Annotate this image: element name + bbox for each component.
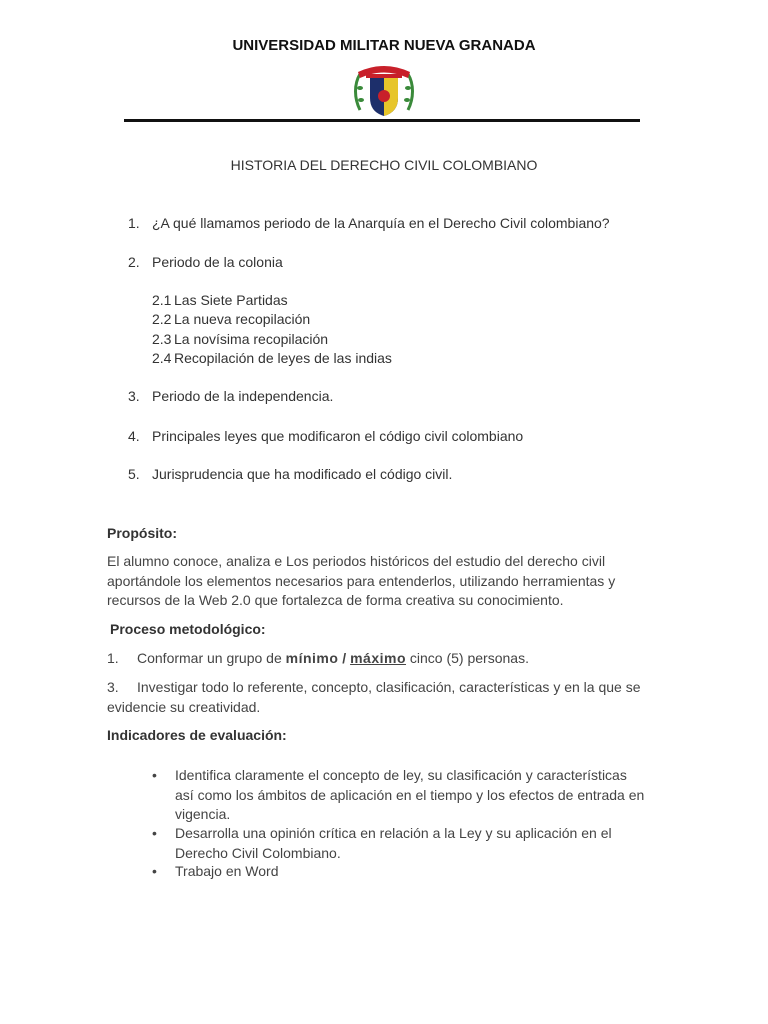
- subitem-text: La nueva recopilación: [174, 311, 311, 327]
- subitem-2-3: [152, 330, 328, 349]
- university-name: UNIVERSIDAD MILITAR NUEVA GRANADA: [232, 37, 536, 54]
- bullet-icon: •: [152, 767, 157, 783]
- indicator-item-3: [152, 862, 652, 882]
- question-number: 4.: [128, 428, 140, 444]
- step-min: mínimo: [285, 650, 339, 666]
- question-text: ¿A qué llamamos periodo de la Anarquía en el Derecho Civil colombiano?: [152, 215, 610, 231]
- step-text-post: cinco (5) personas.: [406, 650, 529, 666]
- purpose-text: El alumno conoce, analiza e Los periodos históricos del estudio del derecho civil aportándole los elementos necesarios para entenderlos, utilizando herramientas y recursos de la Web 2.0 que fortalezca de forma creativa su conocimiento.: [107, 553, 616, 608]
- question-number: 5.: [128, 466, 140, 482]
- indicator-item-1: [152, 766, 652, 826]
- question-number: 2.: [128, 254, 140, 270]
- question-text: Periodo de la colonia: [152, 254, 283, 270]
- document-title: HISTORIA DEL DERECHO CIVIL COLOMBIANO: [230, 157, 538, 173]
- subitem-text: La novísima recopilación: [174, 331, 329, 347]
- subitem-2-1: [152, 291, 288, 310]
- process-step-3: [107, 678, 667, 717]
- indicators-heading: Indicadores de evaluación:: [107, 727, 287, 743]
- step-text-pre: Conformar un grupo de: [137, 650, 286, 666]
- question-1: [128, 215, 610, 231]
- indicator-item-2: [152, 824, 652, 864]
- step-max: máximo: [350, 650, 407, 666]
- question-text: Periodo de la independencia.: [152, 388, 334, 404]
- process-heading: Proceso metodológico:: [110, 621, 266, 637]
- bullet-icon: •: [152, 863, 157, 879]
- step-slash: /: [338, 650, 351, 666]
- step-text: Investigar todo lo referente, concepto, clasificación, características y en la que se evidencie su creatividad.: [107, 679, 641, 715]
- question-4: [128, 428, 523, 444]
- indicator-text: Identifica claramente el concepto de ley, su clasificación y características así como los ámbitos de aplicación en el tiempo y los efectos de entrada en vigencia.: [175, 767, 645, 822]
- subitem-number: 2.3: [152, 331, 172, 347]
- subitem-text: Recopilación de leyes de las indias: [174, 350, 392, 366]
- subitem-text: Las Siete Partidas: [174, 292, 288, 308]
- indicator-text: Trabajo en Word: [175, 863, 279, 879]
- question-number: 1.: [128, 215, 140, 231]
- question-text: Jurisprudencia que ha modificado el código civil.: [152, 466, 453, 482]
- subitem-number: 2.2: [152, 311, 172, 327]
- step-number: 3.: [107, 679, 119, 695]
- subitem-number: 2.1: [152, 292, 172, 308]
- question-text: Principales leyes que modificaron el código civil colombiano: [152, 428, 524, 444]
- header-divider: [124, 119, 640, 122]
- university-crest-icon: [352, 58, 416, 120]
- question-number: 3.: [128, 388, 140, 404]
- question-2: [128, 254, 283, 270]
- question-5: [128, 466, 452, 482]
- subitem-number: 2.4: [152, 350, 172, 366]
- question-3: [128, 388, 333, 404]
- subitem-2-2: [152, 310, 310, 329]
- indicator-text: Desarrolla una opinión crítica en relación a la Ley y su aplicación en el Derecho Civil Colombiano.: [175, 825, 612, 861]
- process-step-1: [107, 649, 667, 669]
- bullet-icon: •: [152, 825, 157, 841]
- subitem-2-4: [152, 349, 392, 368]
- purpose-heading: Propósito:: [107, 525, 177, 541]
- step-number: 1.: [107, 650, 119, 666]
